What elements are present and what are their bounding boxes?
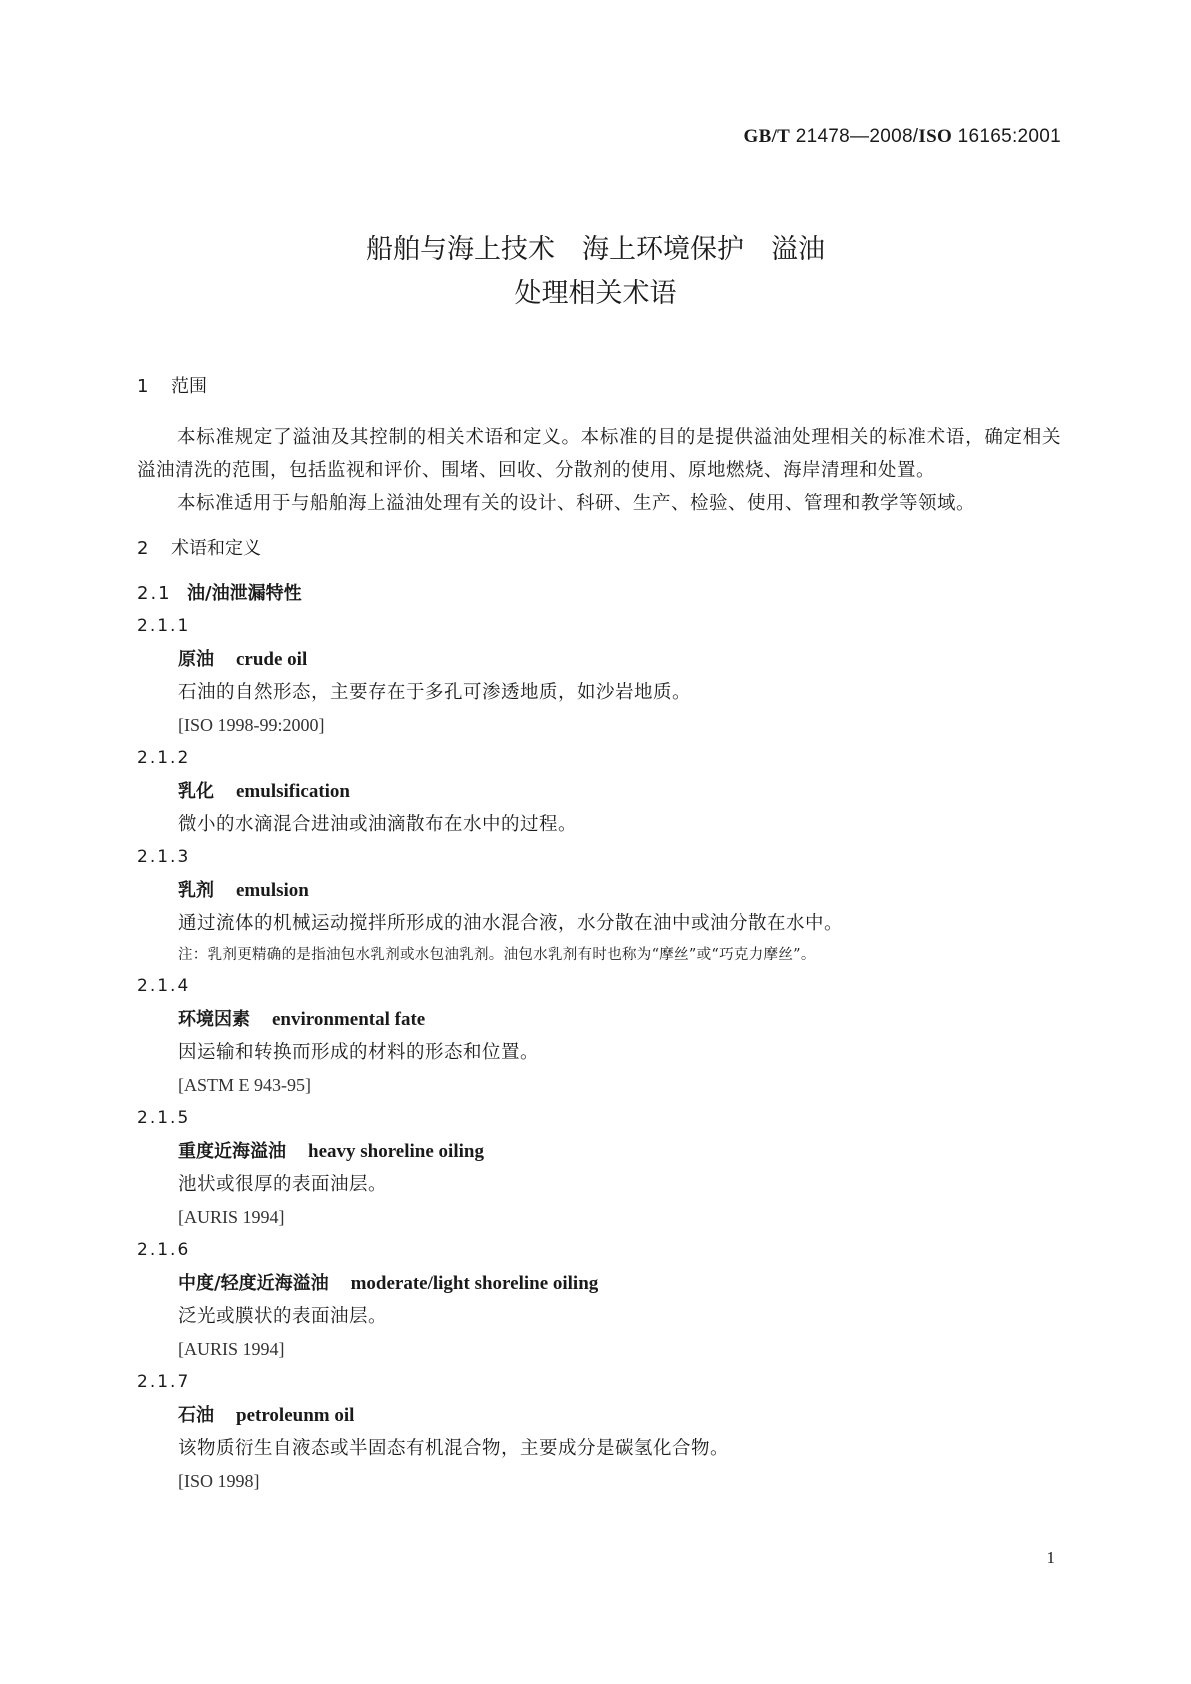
- term-entry: [137, 1234, 1061, 1366]
- scope-paragraph-1: 本标准规定了溢油及其控制的相关术语和定义。本标准的目的是提供溢油处理相关的标准术语，确定相关溢油清洗的范围，包括监视和评价、围堵、回收、分散剂的使用、原地燃烧、海岸清理和处置。: [137, 427, 1061, 481]
- term-definition: 因运输和转换而形成的材料的形态和位置。: [178, 1042, 540, 1063]
- iso-number: 16165:2001: [952, 126, 1061, 147]
- term-chinese: 石油: [178, 1405, 214, 1426]
- standard-prefix: GB/T: [743, 126, 791, 147]
- term-name: [178, 775, 1061, 808]
- term-chinese: 中度/轻度近海溢油: [178, 1273, 329, 1294]
- term-chinese: 重度近海溢油: [178, 1141, 286, 1162]
- term-source: [ISO 1998]: [178, 1471, 260, 1491]
- section-number: 2: [137, 538, 149, 559]
- term-entry: [137, 970, 1061, 1102]
- term-entry: [137, 1102, 1061, 1234]
- subsection-title: 油/油泄漏特性: [187, 583, 302, 604]
- term-number: 2.1.5: [137, 1108, 191, 1128]
- title-line-2: 处理相关术语: [514, 278, 677, 309]
- section-number: 1: [137, 376, 149, 397]
- term-name: [178, 1267, 1061, 1300]
- term-note: 注：乳剂更精确的是指油包水乳剂或水包油乳剂。油包水乳剂有时也称为“摩丝”或“巧克力摩丝”。: [178, 947, 816, 963]
- term-english: emulsification: [236, 781, 350, 802]
- term-definition: 泛光或膜状的表面油层。: [178, 1306, 388, 1327]
- standard-number: 21478—2008/: [790, 126, 919, 147]
- document-body: [137, 370, 1061, 1498]
- term-entry: [137, 841, 1061, 970]
- page-number: 1: [1046, 1548, 1055, 1567]
- term-definition: 微小的水滴混合进油或油滴散布在水中的过程。: [178, 814, 578, 835]
- term-english: environmental fate: [272, 1009, 426, 1030]
- term-chinese: 环境因素: [178, 1009, 250, 1030]
- term-name: [178, 1399, 1061, 1432]
- term-english: crude oil: [236, 649, 308, 670]
- term-entry: [137, 1366, 1061, 1498]
- scope-paragraph-2: 本标准适用于与船舶海上溢油处理有关的设计、科研、生产、检验、使用、管理和教学等领域。: [177, 493, 976, 514]
- title-line-1: 船舶与海上技术 海上环境保护 溢油: [366, 234, 825, 265]
- term-chinese: 乳剂: [178, 880, 214, 901]
- term-chinese: 原油: [178, 649, 214, 670]
- standard-code: [744, 126, 1061, 148]
- term-number: 2.1.2: [137, 748, 191, 768]
- term-name: [178, 643, 1061, 676]
- iso-prefix: ISO: [918, 126, 953, 147]
- term-entry: [137, 610, 1061, 742]
- section-title: 范围: [171, 376, 207, 397]
- section-2-heading: [137, 532, 1061, 565]
- term-english: heavy shoreline oiling: [308, 1141, 484, 1162]
- term-number: 2.1.7: [137, 1372, 191, 1392]
- term-english: moderate/light shoreline oiling: [350, 1273, 599, 1294]
- term-source: [ISO 1998-99:2000]: [178, 715, 325, 735]
- term-number: 2.1.3: [137, 847, 191, 867]
- term-definition: 石油的自然形态，主要存在于多孔可渗透地质，如沙岩地质。: [178, 682, 692, 703]
- term-number: 2.1.4: [137, 976, 191, 996]
- section-1-heading: [137, 370, 1061, 403]
- term-english: petroleunm oil: [236, 1405, 355, 1426]
- subsection-number: 2.1: [137, 583, 172, 604]
- term-definition: 该物质衍生自液态或半固态有机混合物，主要成分是碳氢化合物。: [178, 1438, 730, 1459]
- term-english: emulsion: [236, 880, 309, 901]
- term-name: [178, 1135, 1061, 1168]
- term-name: [178, 874, 1061, 907]
- term-name: [178, 1003, 1061, 1036]
- term-entry: [137, 742, 1061, 841]
- term-number: 2.1.1: [137, 616, 191, 636]
- term-source: [AURIS 1994]: [178, 1207, 285, 1227]
- subsection-2-1-heading: [137, 577, 1061, 610]
- document-title: [0, 228, 1191, 316]
- term-source: [ASTM E 943-95]: [178, 1075, 311, 1095]
- term-source: [AURIS 1994]: [178, 1339, 285, 1359]
- term-chinese: 乳化: [178, 781, 214, 802]
- term-definition: 池状或很厚的表面油层。: [178, 1174, 388, 1195]
- section-title: 术语和定义: [171, 538, 261, 559]
- term-definition: 通过流体的机械运动搅拌所形成的油水混合液，水分散在油中或油分散在水中。: [178, 913, 844, 934]
- term-number: 2.1.6: [137, 1240, 191, 1260]
